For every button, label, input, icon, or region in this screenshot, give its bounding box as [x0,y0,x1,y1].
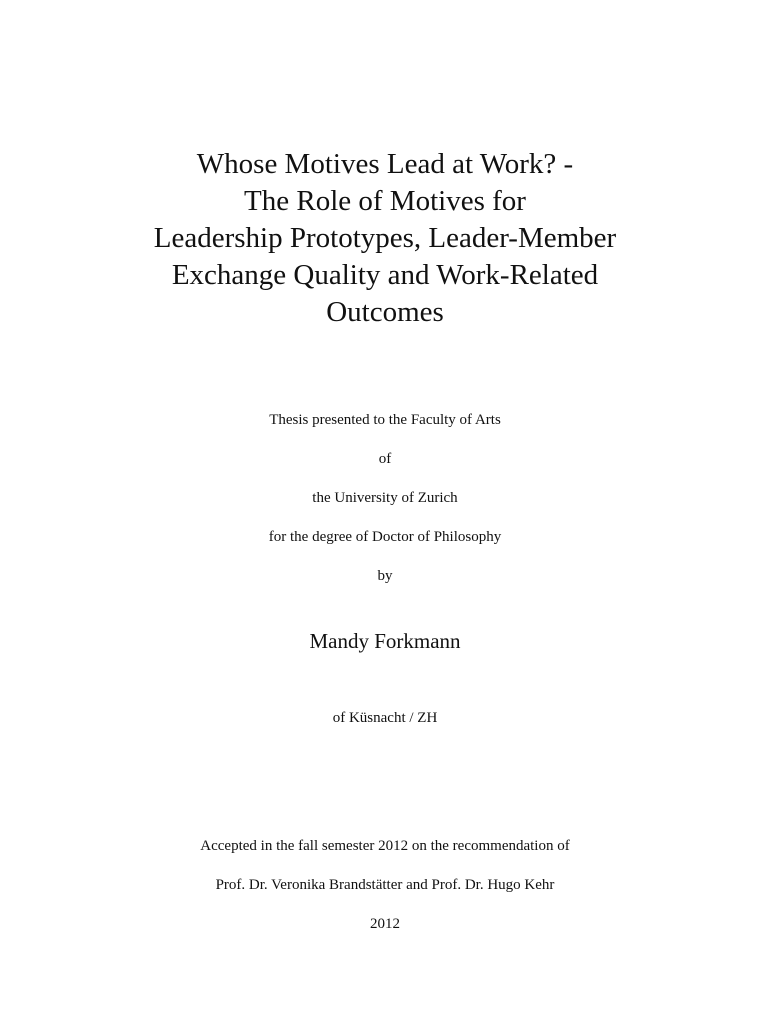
author-origin: of Küsnacht / ZH [332,710,438,726]
title-line-4: Exchange Quality and Work-Related [171,259,599,291]
by-line: by [377,568,393,584]
title-line-1: Whose Motives Lead at Work? - [196,148,574,180]
thesis-presented-line: Thesis presented to the Faculty of Arts [269,412,501,428]
advisors-line: Prof. Dr. Veronika Brandstätter and Prof. Dr. Hugo Kehr [215,877,555,893]
title-line-5: Outcomes [326,296,444,328]
year-line: 2012 [370,916,400,932]
title-line-2: The Role of Motives for [244,185,526,217]
university-line: the University of Zurich [312,490,458,506]
title-line-3: Leadership Prototypes, Leader-Member [153,222,617,254]
acceptance-statement: Accepted in the fall semester 2012 on the recommendation of [200,838,570,854]
thesis-title [0,146,770,331]
author-name: Mandy Forkmann [309,629,461,653]
of-line: of [378,451,392,467]
degree-line: for the degree of Doctor of Philosophy [268,529,502,545]
